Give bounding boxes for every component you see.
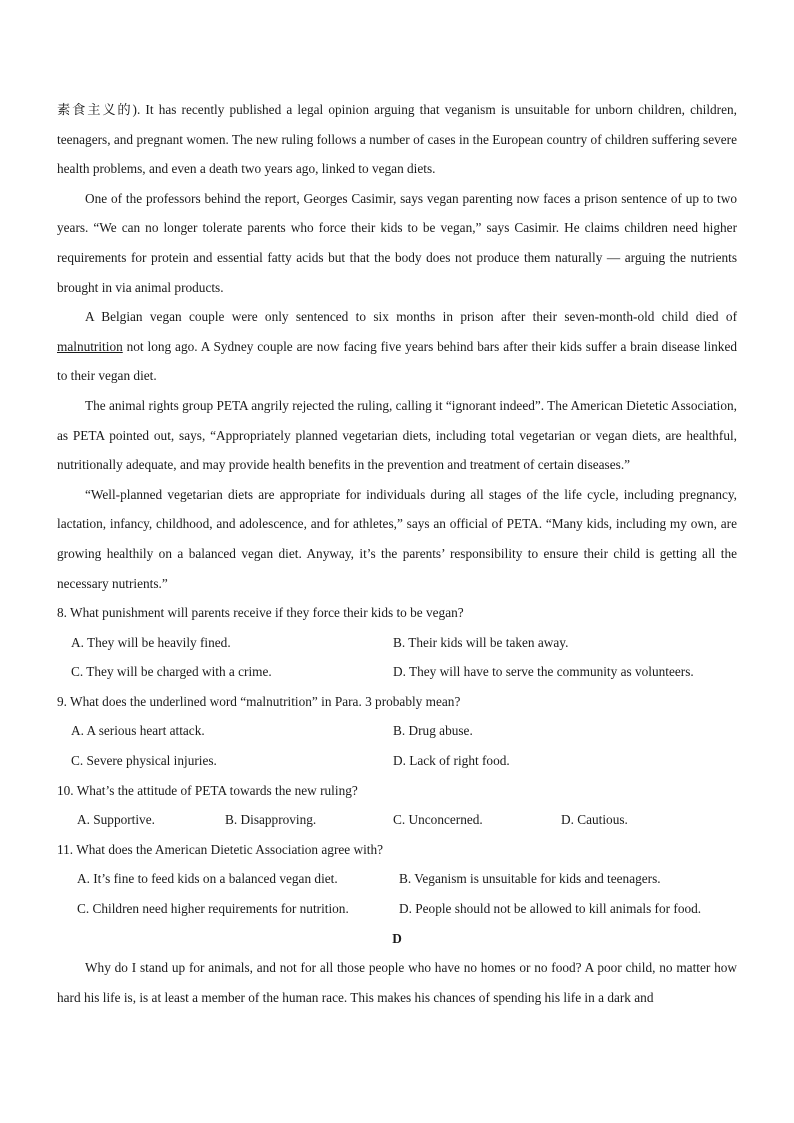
underlined-word: malnutrition (57, 338, 123, 354)
question-8-options-row-2 (57, 657, 737, 687)
question-10-stem: 10. What’s the attitude of PETA towards the new ruling? (57, 782, 358, 798)
question-10-option-d: D. Cautious. (561, 812, 628, 828)
question-9-options-row-2 (57, 746, 737, 776)
question-10-option-b: B. Disapproving. (225, 812, 317, 828)
paragraph-text: ). It has recently published a legal opinion arguing that veganism is unsuitable for unborn children, children, teenagers, and pregnant women. The new ruling follows a number of cases in the European country of children suffering severe health problems, and even a death two years ago, linked to vegan diets. (57, 102, 737, 177)
question-11-option-b: B. Veganism is unsuitable for kids and teenagers. (399, 871, 661, 887)
question-11-option-c: C. Children need higher requirements for nutrition. (77, 901, 349, 917)
question-8-option-b: B. Their kids will be taken away. (393, 634, 569, 650)
section-d-paragraph-0: Why do I stand up for animals, and not for all those people who have no homes or no food? A poor child, no matter how hard his life is, is at least a member of the human race. This makes his chances of spending his life in a dark and (57, 960, 737, 1005)
question-11-options-row-1 (57, 864, 737, 894)
question-9-stem: 9. What does the underlined word “malnutrition” in Para. 3 probably mean? (57, 693, 461, 709)
question-9-option-b: B. Drug abuse. (393, 723, 473, 739)
cjk-fragment: 素食主义的 (57, 102, 133, 117)
section-d-heading: D (392, 930, 402, 946)
question-10-option-c: C. Unconcerned. (393, 812, 483, 828)
paragraph-text: not long ago. A Sydney couple are now facing five years behind bars after their kids suffer a brain disease linked to their vegan diet. (57, 338, 737, 384)
passage-c-paragraph-3: The animal rights group PETA angrily rejected the ruling, calling it “ignorant indeed”. The American Dietetic Association, as PETA pointed out, says, “Appropriately planned vegetarian diets, including total vegetarian or vegan diets, are healthful, nutritionally adequate, and may provide health benefits in the prevention and treatment of certain diseases.” (57, 397, 737, 473)
question-10-options-row (57, 805, 737, 835)
question-8-options-row-1 (57, 628, 737, 658)
question-9-option-c: C. Severe physical injuries. (71, 753, 217, 769)
question-11-option-a: A. It’s fine to feed kids on a balanced vegan diet. (77, 871, 338, 887)
question-10-option-a: A. Supportive. (77, 812, 155, 828)
passage-c-paragraph-4: “Well-planned vegetarian diets are appropriate for individuals during all stages of the life cycle, including pregnancy, lactation, infancy, childhood, and adolescence, and for athletes,” says an official of PETA. “Many kids, including my own, are growing healthily on a balanced vegan diet. Anyway, it’s the parents’ responsibility to ensure their child is getting all the necessary nutrients.” (57, 486, 737, 591)
passage-c-paragraph-2 (57, 302, 737, 391)
question-11-stem: 11. What does the American Dietetic Association agree with? (57, 841, 384, 857)
question-8-option-d: D. They will have to serve the community as volunteers. (393, 664, 694, 680)
question-8-option-a: A. They will be heavily fined. (71, 634, 231, 650)
question-9-option-d: D. Lack of right food. (393, 753, 510, 769)
passage-c-paragraph-1: One of the professors behind the report, Georges Casimir, says vegan parenting now faces a prison sentence of up to two years. “We can no longer tolerate parents who force their kids to be vegan,” says Casimir. He claims children need higher requirements for protein and essential fatty acids but that the body does not produce them naturally — arguing the nutrients brought in via animal products. (57, 190, 737, 295)
question-9-options-row-1 (57, 716, 737, 746)
document-page (57, 95, 737, 1012)
question-9-option-a: A. A serious heart attack. (71, 723, 205, 739)
question-8-option-c: C. They will be charged with a crime. (71, 664, 272, 680)
question-8-stem: 8. What punishment will parents receive if they force their kids to be vegan? (57, 605, 464, 621)
question-11-option-d: D. People should not be allowed to kill animals for food. (399, 901, 702, 917)
paragraph-text: A Belgian vegan couple were only sentenced to six months in prison after their seven-month-old child died of (85, 309, 737, 325)
question-11-options-row-2 (57, 894, 737, 924)
passage-c-paragraph-0 (57, 95, 737, 184)
